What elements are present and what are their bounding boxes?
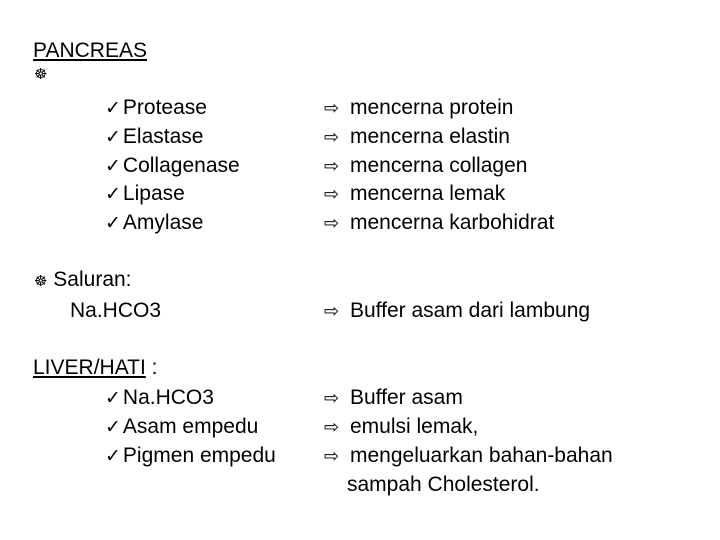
saluran-label: Saluran: (53, 268, 132, 291)
pancreas-heading: PANCREAS (33, 39, 147, 62)
saluran-label-row (34, 269, 132, 290)
liver-item (105, 387, 214, 408)
arrow-icon: ⇨ (324, 388, 340, 409)
function-text: Buffer asam (350, 386, 463, 409)
liver-heading: LIVER/HATI (33, 356, 146, 379)
function-text: mencerna protein (350, 96, 514, 119)
arrow-icon: ⇨ (324, 98, 340, 119)
liver-function (324, 387, 463, 408)
check-icon: ✓ (105, 126, 121, 148)
liver-item-name: Asam empedu (122, 415, 259, 438)
liver-function (324, 416, 478, 437)
enzyme-function (324, 155, 527, 176)
arrow-icon: ⇨ (324, 127, 340, 148)
function-text: mencerna elastin (350, 125, 510, 148)
enzyme-function (324, 212, 554, 233)
wheel-bullet-icon: ☸ (34, 272, 48, 290)
liver-item (105, 416, 258, 437)
liver-item (105, 445, 276, 466)
function-text: mencerna karbohidrat (350, 211, 555, 234)
function-text: emulsi lemak, (350, 415, 479, 438)
enzyme-name: Elastase (122, 125, 204, 148)
liver-heading-row (33, 357, 157, 378)
liver-continuation: sampah Cholesterol. (347, 473, 540, 496)
arrow-icon: ⇨ (324, 213, 340, 234)
check-icon: ✓ (105, 445, 121, 467)
arrow-icon: ⇨ (324, 301, 340, 322)
check-icon: ✓ (105, 97, 121, 119)
check-icon: ✓ (105, 416, 121, 438)
enzyme-function (324, 97, 513, 118)
liver-item-name: Na.HCO3 (122, 386, 214, 409)
liver-colon: : (145, 356, 158, 379)
function-text: mengeluarkan bahan-bahan (350, 444, 613, 467)
enzyme-name: Collagenase (122, 154, 240, 177)
liver-item-name: Pigmen empedu (122, 444, 276, 467)
arrow-icon: ⇨ (324, 184, 340, 205)
saluran-item: Na.HCO3 (70, 299, 162, 322)
function-text: mencerna lemak (350, 182, 506, 205)
enzyme-function (324, 183, 505, 204)
arrow-icon: ⇨ (324, 417, 340, 438)
wheel-bullet-icon: ☸ (34, 65, 48, 83)
enzyme-name: Protease (122, 96, 207, 119)
saluran-function (324, 300, 590, 321)
arrow-icon: ⇨ (324, 446, 340, 467)
enzyme-item (105, 97, 207, 118)
liver-function (324, 445, 613, 466)
function-text: Buffer asam dari lambung (350, 299, 591, 322)
enzyme-function (324, 126, 510, 147)
enzyme-item (105, 212, 203, 233)
enzyme-item (105, 183, 185, 204)
check-icon: ✓ (105, 183, 121, 205)
arrow-icon: ⇨ (324, 156, 340, 177)
enzyme-name: Amylase (122, 211, 204, 234)
check-icon: ✓ (105, 155, 121, 177)
function-text: mencerna collagen (350, 154, 528, 177)
enzyme-item (105, 155, 240, 176)
check-icon: ✓ (105, 212, 121, 234)
enzyme-name: Lipase (122, 182, 185, 205)
check-icon: ✓ (105, 387, 121, 409)
enzyme-item (105, 126, 203, 147)
